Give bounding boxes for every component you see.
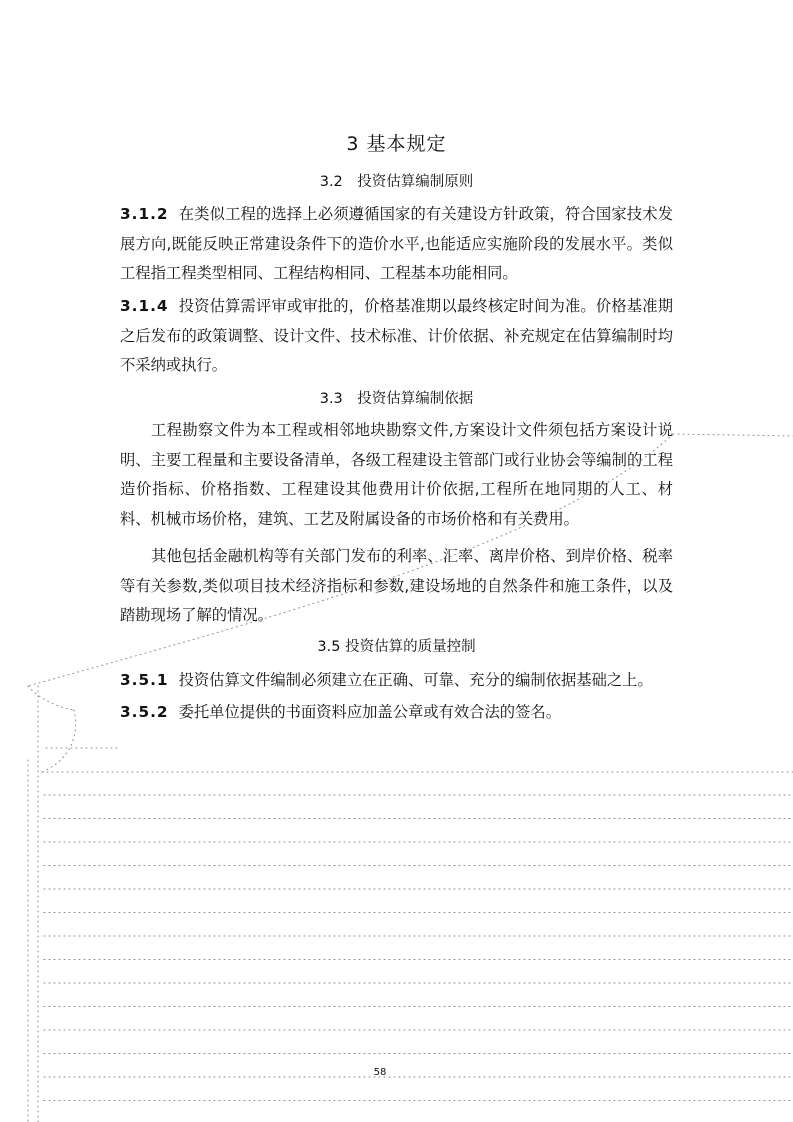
clause-number: 3.5.2 bbox=[120, 703, 169, 721]
clause-text: 委托单位提供的书面资料应加盖公章或有效合法的签名。 bbox=[178, 703, 561, 721]
clause-number: 3.1.4 bbox=[120, 297, 169, 315]
clause-paragraph bbox=[120, 292, 673, 381]
clause-paragraph bbox=[120, 200, 673, 289]
clause-paragraph bbox=[120, 698, 673, 728]
body-paragraph: 工程勘察文件为本工程或相邻地块勘察文件,方案设计文件须包括方案设计说明、主要工程量和主要设备清单，各级工程建设主管部门或行业协会等编制的工程造价指标、价格指数、工程建设其他费用计价依据,工程所在地同期的人工、材料、机械市场价格，建筑、工艺及附属设备的市场价格和有关费用。 bbox=[120, 421, 673, 528]
clause-text: 投资估算需评审或审批的，价格基准期以最终核定时间为准。价格基准期之后发布的政策调整、设计文件、技术标准、计价依据、补充规定在估算编制时均不采纳或执行。 bbox=[120, 297, 673, 374]
section-title: 3.2 投资估算编制原则 bbox=[319, 174, 474, 190]
clause-text: 投资估算文件编制必须建立在正确、可靠、充分的编制依据基础之上。 bbox=[178, 671, 653, 689]
body-paragraph: 其他包括金融机构等有关部门发布的利率、汇率、离岸价格、到岸价格、税率等有关参数,类似项目技术经济指标和参数,建设场地的自然条件和施工条件，以及踏勘现场了解的情况。 bbox=[120, 547, 673, 624]
section-title: 3.5 投资估算的质量控制 bbox=[317, 639, 476, 655]
section-title: 3.3 投资估算编制依据 bbox=[319, 391, 474, 407]
page-number: 58 bbox=[373, 1067, 387, 1078]
chapter-title: 3 基本规定 bbox=[346, 133, 447, 155]
clause-number: 3.1.2 bbox=[120, 205, 169, 223]
clause-number: 3.5.1 bbox=[120, 671, 169, 689]
clause-paragraph bbox=[120, 666, 673, 696]
clause-text: 在类似工程的选择上必须遵循国家的有关建设方针政策，符合国家技术发展方向,既能反映正常建设条件下的造价水平,也能适应实施阶段的发展水平。类似工程指工程类型相同、工程结构相同、工程基本功能相同。 bbox=[120, 205, 673, 282]
